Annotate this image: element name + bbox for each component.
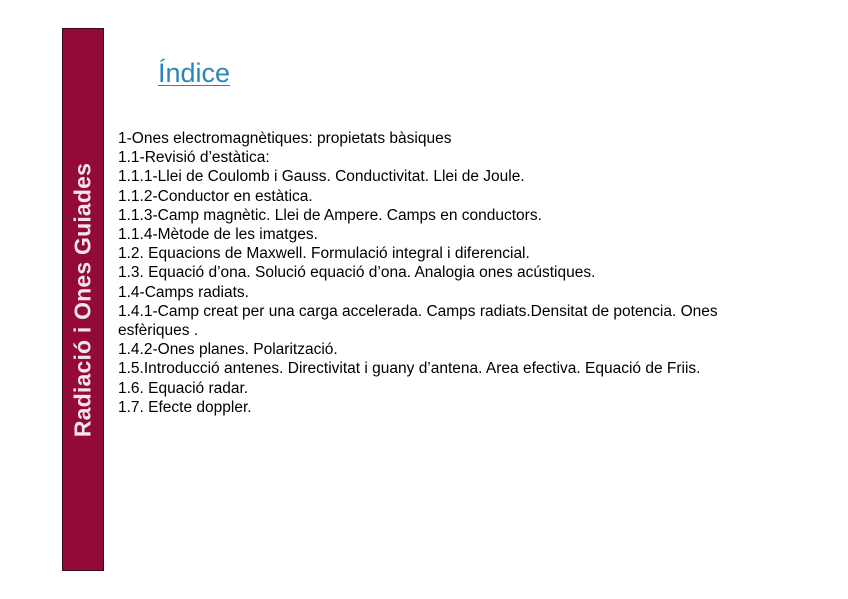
toc-item: 1.1.2-Conductor en estàtica. [118,187,313,205]
toc-item: 1.1.4-Mètode de les imatges. [118,226,318,244]
toc-item: 1.2. Equacions de Maxwell. Formulació integral i diferencial. [118,245,530,263]
toc-item: 1.1-Revisió d’estàtica: [118,149,270,167]
toc-item: 1.3. Equació d’ona. Solució equació d’ona. Analogia ones acústiques. [118,264,596,282]
toc-item: 1-Ones electromagnètiques: propietats bàsiques [118,130,452,147]
toc-item: 1.7. Efecte doppler. [118,398,252,416]
toc-item: 1.5.Introducció antenes. Directivitat i guany d’antena. Area efectiva. Equació de Friis. [118,360,701,378]
toc-item: 1.6. Equació radar. [118,379,249,397]
course-title-bar [62,28,104,571]
table-of-contents [118,129,778,417]
course-title: Radiació i Ones Guiades [69,162,96,437]
toc-item: 1.1.3-Camp magnètic. Llei de Ampere. Camps en conductors. [118,206,542,224]
toc-item: 1.4.2-Ones planes. Polarització. [118,341,338,359]
toc-item: 1.4.1-Camp creat per una carga accelerada. Camps radiats.Densitat de potencia. Ones esfèriques . [118,302,718,340]
toc-item: 1.4-Camps radiats. [118,283,249,301]
toc-item: 1.1.1-Llei de Coulomb i Gauss. Conductivitat. Llei de Joule. [118,168,525,186]
index-title-link[interactable]: Índice [158,58,231,88]
